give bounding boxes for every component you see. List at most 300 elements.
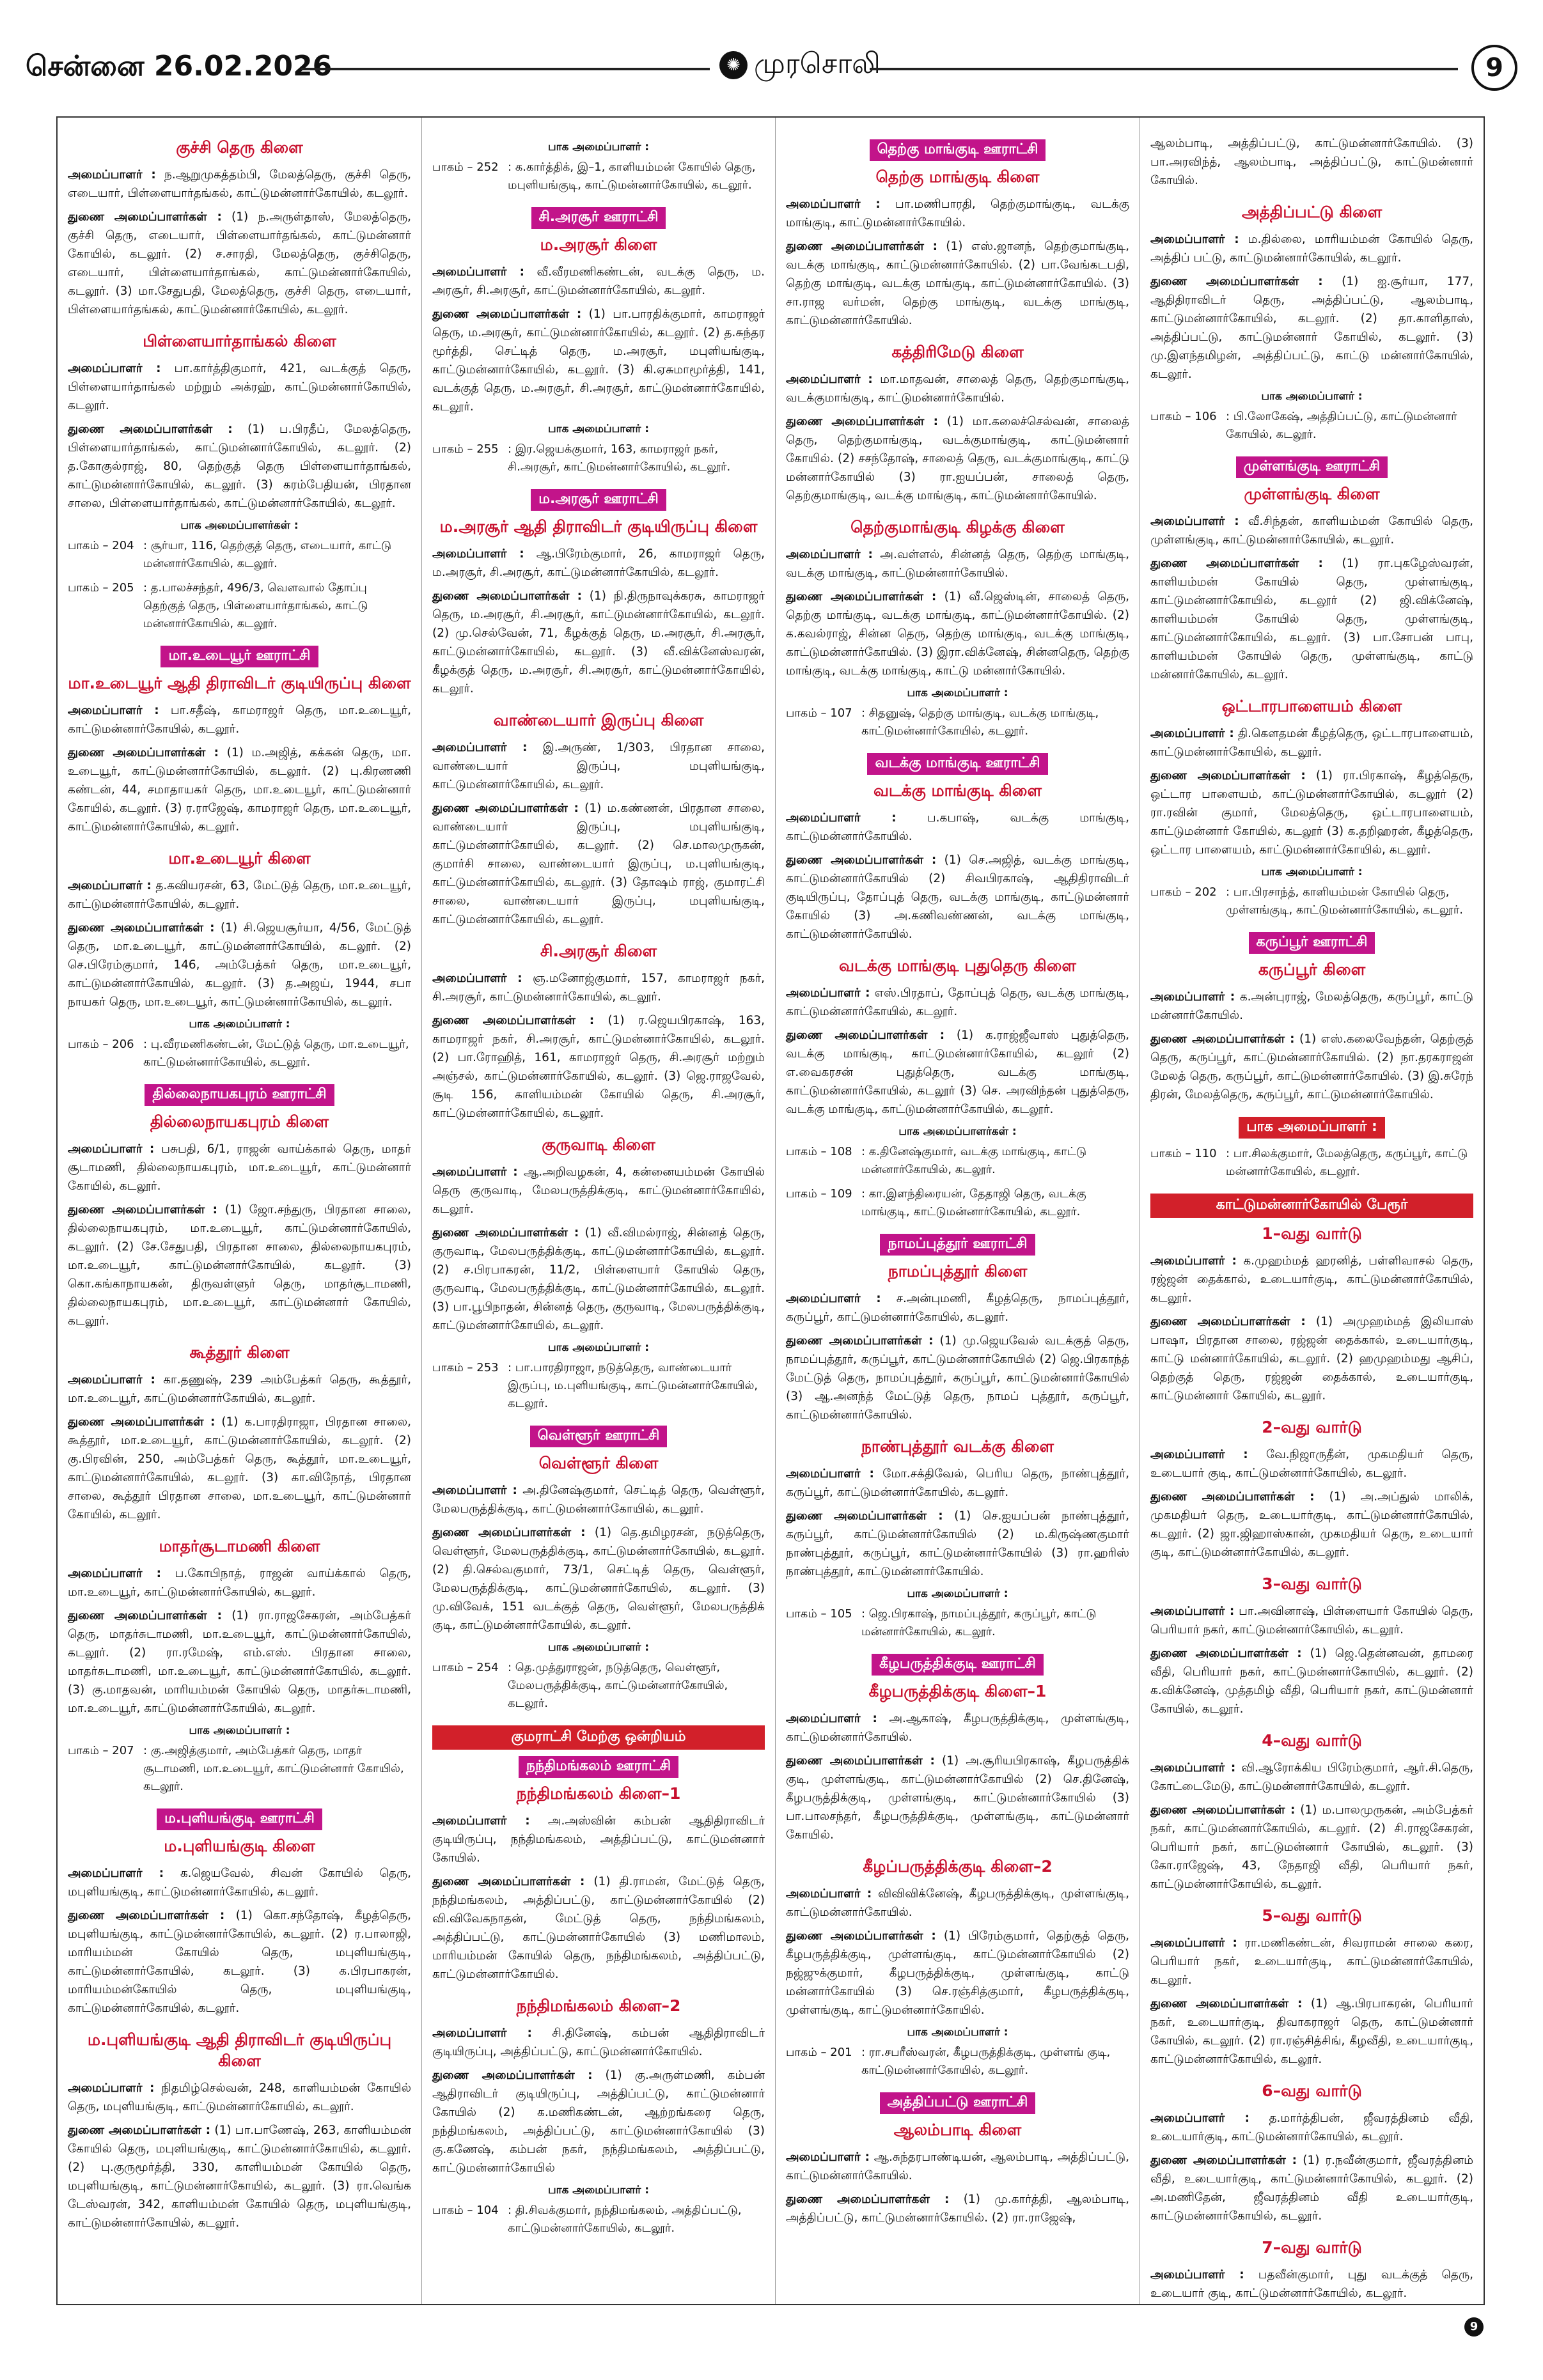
- branch-title: மாதர்சூடாமணி கிளை: [159, 1537, 320, 1555]
- deputy-label: துணை அமைப்பாளர்கள் :: [786, 1029, 945, 1042]
- deputy-text: (1) பிரேம்குமார், தெற்குத் தெரு, கீழபருத்திக்குடி, முள்ளங்குடி, காட்டுமன்னார்கோயில் (2) நஜ்ஜுக்குமார், கீழபருத்திக்குடி, முள்ளங்குடி, காட்டு மன்னார்கோயில் (3) செ.ரஞ்சித்குமார், கீழபருத்திக்குடி, முள்ளங்குடி, காட்டுமன்னார்கோயில்.: [786, 1929, 1129, 2017]
- booth-text: : பு.வீரமணிகண்டன், மேட்டுத் தெரு, மா.உடையூர், காட்டுமன்னார்கோயில், கடலூர்.: [143, 1038, 409, 1069]
- deputy-entry: [1150, 554, 1473, 684]
- organizer-entry: [786, 1289, 1129, 1326]
- deputy-label: துணை அமைப்பாளர்கள் :: [1150, 1997, 1303, 2011]
- booth-row: [432, 1659, 765, 1713]
- organizer-text: தி.கௌதமன் கீழத்தெரு, ஒட்டாரபாளையம், காட்டுமன்னார்கோயில், கடலூர்.: [1150, 727, 1473, 759]
- deputy-label: துணை அமைப்பாளர்கள் :: [786, 1929, 936, 1943]
- organizer-label: அமைப்பாளர் :: [1150, 727, 1234, 740]
- organizer-entry: [68, 166, 411, 203]
- organizer-label: அமைப்பாளர் :: [68, 1567, 162, 1580]
- deputy-text: (1) அ.சூரியபிரகாஷ், கீழபருத்திக் குடி, முள்ளங்குடி, காட்டுமன்னார்கோயில் (2) செ.தினேஷ், கீழபருத்திக்குடி, முள்ளங்குடி, காட்டுமன்னார்கோயில் (3) பா.பாலசந்தர், கீழபருத்திக்குடி, முள்ளங்குடி, காட்டுமன்னார் கோயில்.: [786, 1754, 1129, 1842]
- deputy-text: (1) செ.அஜித், வடக்கு மாங்குடி, காட்டுமன்னார்கோயில் (2) சிவபிரகாஷ், ஆதிதிராவிடர் குடியிருப்பு, தோப்புத் தெரு, வடக்கு மாங்குடி, காட்டுமன்னார் கோயில் (3) அ.கணிவண்ணன், வடக்கு மாங்குடி, காட்டுமன்னார்கோயில்.: [786, 853, 1129, 941]
- booth-heading: பாக அமைப்பாளர் :: [547, 1641, 650, 1654]
- booth-banner: பாக அமைப்பாளர் :: [1239, 1117, 1385, 1139]
- booth-heading: பாக அமைப்பாளர் :: [547, 1341, 650, 1354]
- organizer-entry: [68, 1371, 411, 1408]
- branch-section: [1150, 203, 1473, 444]
- deputy-text: (1) மு.ஜெயவேல் வடக்குத் தெரு, நாமப்புத்தூர், கருப்பூர், காட்டுமன்னார்கோயில் (2) ஜெ.பிரகாந்த் மேட்டுத் தெரு, நாமப்புத்தூர், கருப்பூர், காட்டுமன்னார்கோயில் (3) ஆ.அனந்த் மேட்டுத் தெரு, நாமப் புத்தூர், கருப்பூர், காட்டுமன்னார்கோயில்.: [786, 1334, 1129, 1422]
- deputy-label: துணை அமைப்பாளர்கள் :: [1150, 1032, 1295, 1046]
- booth-heading: பாக அமைப்பாளர் :: [1261, 866, 1363, 878]
- deputy-label: துணை அமைப்பாளர்கள் :: [1150, 275, 1323, 288]
- deputy-entry: [432, 587, 765, 698]
- deputy-entry: [786, 2190, 1129, 2227]
- branch-title: தெற்கு மாங்குடி கிளை: [875, 167, 1040, 186]
- organizer-entry: [1150, 512, 1473, 549]
- organizer-label: அமைப்பாளர் :: [1150, 1605, 1235, 1618]
- branch-section: [432, 489, 765, 698]
- booth-row: [432, 2202, 765, 2237]
- organizer-text: பா.அவினாஷ், பிள்ளையார் கோயில் தெரு, பெரியார் நகர், காட்டுமன்னார்கோயில், கடலூர்.: [1150, 1605, 1473, 1637]
- organizer-label: அமைப்பாளர் :: [68, 1373, 155, 1387]
- organizer-text: த.மார்த்திபன், ஜீவரத்தினம் வீதி, உடையார்குடி, காட்டுமன்னார்கோயில், கடலூர்.: [1150, 2112, 1473, 2143]
- booth-row: [68, 1036, 411, 1071]
- panchayat-banner-wrap: [68, 646, 411, 667]
- deputy-entry: [1150, 2151, 1473, 2225]
- deputy-entry: [432, 305, 765, 416]
- deputy-entry: [68, 743, 411, 836]
- organizer-entry: [68, 2079, 411, 2116]
- deputy-entry: [1150, 1644, 1473, 1718]
- panchayat-banner: தெற்கு மாங்குடி ஊராட்சி: [870, 139, 1046, 161]
- deputy-entry: [68, 919, 411, 1011]
- deputy-text: (1) சி.ஜெயசூர்யா, 4/56, மேட்டுத் தெரு, மா.உடையூர், காட்டுமன்னார்கோயில், கடலூர். (2) செ.பிரேம்குமார், 146, அம்பேத்கர் தெரு, மா.உடையூர், காட்டுமன்னார்கோயில், கடலூர். (3) த.அஜய், 1944, சபா நாயகர் தெரு, மா.உடையூர், காட்டுமன்னார்கோயில், கடலூர்.: [68, 921, 411, 1009]
- booth-row: [432, 159, 765, 194]
- organizer-text: வீ.வீரமணிகண்டன், வடக்கு தெரு, ம. அரசூர், சி.அரசூர், காட்டுமன்னார்கோயில், கடலூர்.: [432, 265, 765, 297]
- branch-section: [1150, 2081, 1473, 2225]
- deputy-entry: [786, 237, 1129, 330]
- organizer-text: ஆ.பிரேம்குமார், 26, காமராஜர் தெரு, ம.அரசூர், சி.அரசூர், காட்டுமன்னார்கோயில், கடலூர்.: [432, 547, 765, 579]
- deputy-label: துணை அமைப்பாளர்கள் :: [68, 2124, 211, 2137]
- organizer-label: அமைப்பாளர் :: [786, 198, 881, 211]
- booth-heading: பாக அமைப்பாளர் :: [547, 2184, 650, 2197]
- organizer-label: அமைப்பாளர் :: [432, 2026, 532, 2040]
- column-4: [1140, 118, 1484, 2304]
- deputy-entry: [786, 412, 1129, 505]
- branch-section: [432, 1426, 765, 1713]
- deputy-label: துணை அமைப்பாளர்கள் :: [786, 1754, 935, 1768]
- branch-title: ஆலம்பாடி கிளை: [893, 2120, 1022, 2139]
- booth-number: பாகம் – 253: [432, 1361, 499, 1374]
- panchayat-banner: ம.அரசூர் ஊராட்சி: [531, 489, 666, 511]
- deputy-label: துணை அமைப்பாளர்கள் :: [432, 307, 582, 321]
- branch-section: [432, 1725, 765, 1984]
- booth-heading: பாக அமைப்பாளர் :: [907, 1587, 1008, 1600]
- page-number-badge: 9: [1471, 45, 1517, 91]
- masthead-rule-right: [870, 68, 1458, 70]
- booth-text: : இர.ஜெயக்குமார், 163, காமராஜர் நகர், சி.அரசூர், காட்டுமன்னார்கோயில், கடலூர்.: [508, 442, 731, 474]
- branch-title: கருப்பூர் கிளை: [1258, 960, 1366, 979]
- organizer-text: க.முஹம்மத் ஹரனித், பள்ளிவாசல் தெரு, ரஜ்ஜன் தைக்கால், உடையார்குடி, காட்டுமன்னார்கோயில், கடலூர்.: [1150, 1254, 1473, 1305]
- panchayat-banner: வெள்ளூர் ஊராட்சி: [530, 1426, 668, 1447]
- organizer-label: அமைப்பாளர் :: [786, 2151, 870, 2164]
- deputy-entry: [786, 1026, 1129, 1119]
- organizer-text: நிதமிழ்செல்வன், 248, காளியம்மன் கோயில் தெரு, மபுளியங்குடி, காட்டுமன்னார்கோயில், கடலூர்.: [68, 2081, 411, 2113]
- organizer-label: அமைப்பாளர் :: [432, 265, 524, 279]
- organizer-entry: [68, 701, 411, 738]
- booth-number: பாகம் – 204: [68, 539, 134, 552]
- panchayat-banner-wrap: [68, 1084, 411, 1106]
- branch-title: வெள்ளூர் கிளை: [538, 1454, 659, 1472]
- booth-number: பாகம் – 201: [786, 2046, 852, 2059]
- organizer-text: ஆ.அறிவழகன், 4, கன்னையம்மன் கோயில் தெரு குருவாடி, மேலபருத்திக்குடி, காட்டுமன்னார்கோயில், கடலூர்.: [432, 1165, 765, 1216]
- organizer-entry: [786, 984, 1129, 1021]
- organizer-text: ச.அன்புமணி, கீழத்தெரு, நாமப்புத்தூர், கருப்பூர், காட்டுமன்னார்கோயில், கடலூர்.: [786, 1292, 1129, 1324]
- booth-row: [68, 537, 411, 573]
- panchayat-banner: நந்திமங்கலம் ஊராட்சி: [519, 1756, 678, 1778]
- branch-title: சி.அரசூர் கிளை: [540, 942, 657, 960]
- panchayat-banner-wrap: [786, 1234, 1129, 1256]
- panchayat-banner-wrap: [1150, 932, 1473, 954]
- booth-row: [1150, 883, 1473, 919]
- booth-number: பாகம் – 255: [432, 442, 499, 456]
- branch-section: [68, 1084, 411, 1330]
- branch-section: [1150, 697, 1473, 919]
- deputy-text: (1) கு.அருள்மணி, கம்பன் ஆதிராவிடர் குடியிருப்பு, அத்திப்பட்டு, காட்டுமன்னார் கோயில் (2) க.மணிகண்டன், ஆற்றங்கரை தெரு, நந்திமங்கலம், அத்திப்பட்டு, காட்டுமன்னார்கோயில் (3) கு.கணேஷ், கம்பன் நகர், நந்திமங்கலம், அத்திப்பட்டு, காட்டுமன்னார்கோயில்: [432, 2069, 765, 2175]
- booth-text: : பி.லோகேஷ், அத்திப்பட்டு, காட்டுமன்னார் கோயில், கடலூர்.: [1226, 410, 1457, 441]
- deputy-entry: [786, 851, 1129, 944]
- organizer-label: அமைப்பாளர் :: [786, 1467, 874, 1481]
- booth-number: பாகம் – 109: [786, 1187, 852, 1201]
- organizer-text: ப.கோபிநாத், ராஜன் வாய்க்கால் தெரு, மா.உடையூர், காட்டுமன்னார்கோயில், கடலூர்.: [68, 1567, 411, 1599]
- branch-section: [1150, 134, 1473, 190]
- branch-section: [432, 711, 765, 929]
- organizer-label: அமைப்பாளர் :: [68, 362, 161, 375]
- branch-title: 4–வது வார்டு: [1262, 1731, 1362, 1750]
- deputy-entry: [1150, 1030, 1473, 1104]
- booth-row: [1150, 1145, 1473, 1181]
- deputy-label: துணை அமைப்பாளர்கள் :: [1150, 1647, 1302, 1660]
- deputy-text: (1) கொ.சந்தோஷ், கீழத்தெரு, மபுளியங்குடி, காட்டுமன்னார்கோயில், கடலூர். (2) ர.பாலாஜி, மாரியம்மன் கோயில் தெரு, மபுளியங்குடி, காட்டுமன்னார்கோயில், கடலூர். (3) க.பிரபாகரன், மாரியம்மன்கோயில் தெரு, மபுளியங்குடி, காட்டுமன்னார்கோயில், கடலூர்.: [68, 1909, 411, 2015]
- branch-section: [1150, 1418, 1473, 1562]
- panchayat-banner: ம.புளியங்குடி ஊராட்சி: [157, 1808, 322, 1830]
- booth-heading: பாக அமைப்பாளர்கள் :: [180, 519, 299, 532]
- branch-title: ம.புளியங்குடி ஆதி திராவிடர் குடியிருப்பு கிளை: [87, 2030, 392, 2070]
- organizer-entry: [1150, 2109, 1473, 2146]
- deputy-entry: [1150, 272, 1473, 384]
- booth-text: : தெ.முத்துராஜன், நடுத்தெரு, வெள்ளூர், மேலபருத்திக்குடி, காட்டுமன்னார்கோயில், கடலூர்.: [508, 1661, 728, 1710]
- panchayat-banner-wrap: [432, 1756, 765, 1778]
- branch-title: வடக்கு மாங்குடி கிளை: [873, 781, 1042, 800]
- organizer-text: ம.தில்லை, மாரியம்மன் கோயில் தெரு, அத்திப் பட்டு, காட்டுமன்னார்கோயில், கடலூர்.: [1150, 233, 1473, 265]
- branch-section: [68, 2030, 411, 2232]
- deputy-text: (1) க.ராஜ்ஜீவாஸ் புதுத்தெரு, வடக்கு மாங்குடி, காட்டுமன்னார்கோயில், கடலூர் (2) எ.வைகரசன் புதுத்தெரு, வடக்கு மாங்குடி, காட்டுமன்னார்கோயில், கடலூர் (3) செ. அரவிந்தன் புதுத்தெரு, வடக்கு மாங்குடி, காட்டுமன்னார்கோயில், கடலூர்.: [786, 1029, 1129, 1116]
- organizer-text: ந.ஆறுமுகத்தம்பி, மேலத்தெரு, குச்சி தெரு, எடையார், பிள்ளையார்தங்கல், காட்டுமன்னார்கோயில், கடலூர்.: [68, 168, 412, 200]
- organizer-label: அமைப்பாளர் :: [432, 1165, 518, 1179]
- deputy-entry: [68, 1906, 411, 2018]
- organizer-text: பசுபதி, 6/1, ராஜன் வாய்க்கால் தெரு, மாதர் சூடாமணி, தில்லைநாயகபுரம், மா.உடையூர், காட்டுமன்னார் கோயில், கடலூர்.: [68, 1142, 411, 1193]
- booth-row: [786, 1143, 1129, 1179]
- deputy-text: (1) ரா.பிரகாஷ், கீழத்தெரு, ஒட்டார பாளையம், காட்டுமன்னார்கோயில், கடலூர் (2) ரா.ரவின் குமார், மேலத்தெரு, ஒட்டாரபாளையம், காட்டுமன்னார் கோயில், கடலூர் (3) க.தறிஹரன், கீழத்தெரு, ஒட்டார பாளையம், காட்டுமன்னார்கோயில், கடலூர்.: [1150, 769, 1473, 857]
- organizer-text: க.ஜெயவேல், சிவன் கோயில் தெரு, மபுளியங்குடி, காட்டுமன்னார்கோயில், கடலூர்.: [68, 1867, 411, 1899]
- deputy-entry: [1150, 1995, 1473, 2069]
- booth-text: : பா.சிலக்குமார், மேலத்தெரு, கருப்பூர், காட்டு மன்னார்கோயில், கடலூர்.: [1226, 1147, 1468, 1178]
- organizer-entry: [786, 545, 1129, 582]
- organizer-text: த.கவியரசன், 63, மேட்டுத் தெரு, மா.உடையூர், காட்டுமன்னார்கோயில், கடலூர்.: [68, 879, 411, 911]
- deputy-entry: [68, 420, 411, 513]
- organizer-label: அமைப்பாளர் :: [786, 1292, 881, 1305]
- organizer-text: ரா.மணிகண்டன், சிவராமன் சாலை கரை, பெரியார் நகர், உடையார்குடி, காட்டுமன்னார்கோயில், கடலூர்.: [1150, 1936, 1473, 1987]
- deputy-label: துணை அமைப்பாளர்கள் :: [1150, 557, 1323, 570]
- deputy-entry: [432, 1523, 765, 1635]
- deputy-entry: [1150, 1801, 1473, 1894]
- organizer-entry: [1150, 1759, 1473, 1796]
- organizer-text: அ.தினேஷ்குமார், செட்டித் தெரு, வெள்ளூர், மேலபருத்திக்குடி, காட்டுமன்னார்கோயில், கடலூர்.: [432, 1484, 765, 1516]
- organizer-entry: [786, 2148, 1129, 2185]
- organizer-text: வே.நிஜாருதீன், முகமதியர் தெரு, உடையார் குடி, காட்டுமன்னார்கோயில், கடலூர்.: [1150, 1448, 1473, 1480]
- organizer-entry: [68, 876, 411, 914]
- organizer-entry: [786, 809, 1129, 846]
- organizer-label: அமைப்பாளர் :: [786, 811, 897, 825]
- booth-row: [786, 704, 1129, 740]
- branch-title: தெற்குமாங்குடி கிழக்கு கிளை: [850, 518, 1065, 536]
- booth-heading: பாக அமைப்பாளர் :: [547, 423, 650, 435]
- organizer-label: அமைப்பாளர் :: [1150, 1254, 1237, 1268]
- branch-section: [786, 1654, 1129, 1844]
- branch-title: 6–வது வார்டு: [1262, 2081, 1362, 2100]
- deputy-label: துணை அமைப்பாளர்கள் :: [1150, 1490, 1315, 1504]
- branch-title: 5–வது வார்டு: [1262, 1906, 1362, 1925]
- organizer-text: வீ.சிந்தன், காளியம்மன் கோயில் தெரு, முள்ளங்குடி, காட்டுமன்னார்கோயில், கடலூர்.: [1150, 515, 1474, 547]
- deputy-text: (1) வீ.விமல்ராஜ், சின்னத் தெரு, குருவாடி, மேலபருத்திக்குடி, காட்டுமன்னார்கோயில், கடலூர். (2) ச.பிரபாகரன், 11/2, பிள்ளையார் கோயில் தெரு, குருவாடி, மேலபருத்திக்குடி, காட்டுமன்னார்கோயில், கடலூர். (3) பா.பூபிநாதன், சின்னத் தெரு, குருவாடி, மேலபருத்திக்குடி, காட்டுமன்னார்கோயில், கடலூர்.: [432, 1226, 765, 1332]
- booth-row: [68, 579, 411, 633]
- organizer-entry: [786, 1709, 1129, 1746]
- booth-row: [1150, 408, 1473, 444]
- panchayat-banner-wrap: [786, 1654, 1129, 1676]
- organizer-label: அமைப்பாளர் :: [432, 1814, 530, 1828]
- branch-section: [786, 1234, 1129, 1424]
- branch-title: நந்திமங்கலம் கிளை–2: [516, 1996, 681, 2015]
- deputy-entry: [1150, 766, 1473, 859]
- organizer-label: அமைப்பாளர் :: [68, 879, 152, 892]
- column-1: [58, 118, 422, 2304]
- branch-section: [786, 753, 1129, 944]
- branch-title: முள்ளங்குடி கிளை: [1244, 485, 1380, 503]
- booth-number: பாகம் – 252: [432, 160, 499, 174]
- organizer-label: அமைப்பாளர் :: [432, 741, 528, 754]
- booth-text: : தி.சிவக்குமார், நந்திமங்கலம், அத்திப்பட்டு, காட்டுமன்னார்கோயில், கடலூர்.: [508, 2204, 742, 2235]
- deputy-text: (1) எஸ்.கலைவேந்தன், தெற்குத் தெரு, கருப்பூர், காட்டுமன்னார்கோயில். (2) நா.தரகராஜன் மேலத் தெரு, கருப்பூர், காட்டுமன்னார்கோயில். (3) இ.சுரேந் திரன், மேலத்தெரு, கருப்பூர், காட்டுமன்னார்கோயில்.: [1150, 1032, 1473, 1101]
- booth-heading: பாக அமைப்பாளர் :: [907, 2026, 1008, 2039]
- organizer-entry: [1150, 988, 1473, 1025]
- branch-section: [432, 1135, 765, 1413]
- booth-row: [786, 2044, 1129, 2080]
- deputy-label: துணை அமைப்பாளர்கள் :: [786, 590, 937, 603]
- branch-section: [68, 1537, 411, 1796]
- organizer-entry: [1150, 230, 1473, 267]
- deputy-label: துணை அமைப்பாளர்கள் :: [786, 415, 939, 428]
- branch-title: 3–வது வார்டு: [1262, 1575, 1362, 1593]
- organizer-entry: [786, 195, 1129, 232]
- branch-section: [68, 1808, 411, 2018]
- branch-title: தில்லைநாயகபுரம் கிளை: [150, 1112, 329, 1131]
- organizer-label: அமைப்பாளர் :: [1150, 1761, 1236, 1775]
- deputy-text: (1) அமுஹம்மத் இலியாஸ் பாஷா, பிரதான சாலை, ரஜ்ஜன் தைக்கால், உடையார்குடி, காட்டு மன்னார்கோயில், கடலூர். (2) ஹமுஹம்மது ஆசிப், தெற்குத் தெரு, ரஜ்ஜன் தைக்கால், உடையார்குடி, காட்டுமன்னார் கோயில், கடலூர்.: [1150, 1315, 1473, 1403]
- deputy-entry: [1150, 1488, 1473, 1562]
- organizer-label: அமைப்பாளர் :: [68, 2081, 155, 2095]
- panchayat-banner-wrap: [786, 2092, 1129, 2114]
- organizer-label: அமைப்பாளர் :: [1150, 2268, 1244, 2282]
- organizer-entry: [786, 1885, 1129, 1922]
- organizer-label: அமைப்பாளர் :: [1150, 515, 1239, 528]
- deputy-label: துணை அமைப்பாளர்கள் :: [68, 1415, 215, 1429]
- union-banner: குமராட்சி மேற்கு ஒன்றியம்: [432, 1725, 765, 1750]
- edition-date: சென்னை 26.02.2026: [26, 50, 333, 82]
- deputy-entry: [68, 208, 411, 319]
- branch-title: வடக்கு மாங்குடி புதுதெரு கிளை: [839, 956, 1076, 975]
- deputy-label: துணை அமைப்பாளர்கள் :: [68, 921, 215, 935]
- panchayat-banner: சி.அரசூர் ஊராட்சி: [531, 207, 666, 229]
- deputy-label: துணை அமைப்பாளர்கள் :: [1150, 2154, 1297, 2167]
- deputy-label: துணை அமைப்பாளர்கள் :: [432, 1875, 585, 1888]
- branch-title: ஒட்டாரபாளையம் கிளை: [1221, 697, 1402, 715]
- organizer-label: அமைப்பாளர் :: [432, 547, 524, 561]
- organizer-entry: [432, 2024, 765, 2061]
- organizer-label: அமைப்பாளர் :: [432, 1484, 517, 1497]
- deputy-text: (1) அ.அப்துல் மாலிக், முகமதியர் தெரு, உடையார்குடி, காட்டுமன்னார்கோயில், கடலூர். (2) ஜா.ஜிஹாஸ்கான், முகமதியர் தெரு, உடையார் குடி, காட்டுமன்னார்கோயில், கடலூர்.: [1150, 1490, 1473, 1559]
- branch-section: [68, 849, 411, 1071]
- branch-section: [1150, 1117, 1473, 1181]
- organizer-text: பதவீன்குமார், புது வடக்குத் தெரு, உடையார் குடி, காட்டுமன்னார்கோயில், கடலூர்.: [1150, 2268, 1473, 2300]
- organizer-text: அ.வள்ளல், சின்னத் தெரு, தெற்கு மாங்குடி, வடக்கு மாங்குடி, காட்டுமன்னார்கோயில்.: [786, 548, 1129, 580]
- column-3: [776, 118, 1140, 2304]
- organizer-text: ஆ.சுந்தரபாண்டியன், ஆலம்பாடி, அத்திப்பட்டு, காட்டுமன்னார்கோயில்.: [786, 2151, 1129, 2182]
- deputy-entry: [432, 2066, 765, 2177]
- masthead-logo: [719, 47, 881, 84]
- booth-number: பாகம் – 110: [1150, 1147, 1217, 1160]
- deputy-entry: [68, 2121, 411, 2232]
- union-banner: காட்டுமன்னார்கோயில் பேரூர்: [1150, 1194, 1473, 1218]
- organizer-entry: [1150, 724, 1473, 761]
- branch-title: மா.உடையூர் கிளை: [168, 849, 311, 867]
- organizer-entry: [432, 1812, 765, 1867]
- deputy-label: துணை அமைப்பாளர்கள் :: [432, 1526, 586, 1539]
- branch-section: [786, 518, 1129, 740]
- branch-section: [786, 343, 1129, 505]
- panchayat-banner: தில்லைநாயகபுரம் ஊராட்சி: [145, 1084, 334, 1106]
- organizer-text: ஞ.மனோஜ்குமார், 157, காமராஜர் நகர், சி.அரசூர், காட்டுமன்னார்கோயில், கடலூர்.: [432, 972, 765, 1004]
- branch-title: பிள்ளையார்தாங்கல் கிளை: [143, 332, 336, 350]
- booth-heading: பாக அமைப்பாளர் :: [547, 141, 650, 153]
- deputy-text: (1) க.பாரதிராஜா, பிரதான சாலை, கூத்தூர், மா.உடையூர், காட்டுமன்னார்கோயில், கடலூர். (2) கு.பிரவின், 250, அம்பேத்கர் தெரு, கூத்தூர், மா.உடையூர், காட்டுமன்னார்கோயில், கடலூர். (3) கா.விநோத், பிரதான சாலை, கூத்தூர் பிரதான சாலை, மா.உடையூர், காட்டுமன்னார் கோயில், கடலூர்.: [68, 1415, 411, 1521]
- deputy-label: துணை அமைப்பாளர்கள் :: [68, 1909, 225, 1922]
- booth-number: பாகம் – 207: [68, 1744, 134, 1757]
- booth-number: பாகம் – 105: [786, 1607, 852, 1621]
- organizer-text: மா.மாதவன், சாலைத் தெரு, தெற்குமாங்குடி, வடக்குமாங்குடி, காட்டுமன்னார்கோயில்.: [786, 373, 1129, 405]
- branch-section: [786, 1857, 1129, 2080]
- booth-text: : கா.இளந்திரையன், தேதாஜி தெரு, வடக்கு மாங்குடி, காட்டுமன்னார்கோயில், கடலூர்.: [861, 1187, 1086, 1218]
- panchayat-banner: முள்ளங்குடி ஊராட்சி: [1236, 456, 1388, 478]
- organizer-entry: [68, 359, 411, 415]
- branch-section: [1150, 1906, 1473, 2069]
- panchayat-banner-wrap: [432, 489, 765, 511]
- branch-title: கூத்தூர் கிளை: [189, 1343, 290, 1362]
- deputy-label: துணை அமைப்பாளர்கள் :: [786, 240, 938, 253]
- deputy-text: (1) ர.ஜெயபிரகாஷ், 163, காமராஜர் நகர், சி.அரசூர், காட்டுமன்னார்கோயில், கடலூர். (2) பா.ரோஹித், 161, காமராஜர் தெரு, சி.அரசூர் மற்றும் அஞ்சல், காட்டுமன்னார்கோயில், கடலூர். (3) ஜெ.ராஜவேல், சூடி 156, காளியம்மன் கோயில் தெரு, சி.அரசூர், காட்டுமன்னார்கோயில், கடலூர்.: [432, 1014, 765, 1120]
- booth-row: [432, 440, 765, 476]
- organizer-entry: [1150, 2266, 1473, 2303]
- organizer-entry: [1150, 1445, 1473, 1482]
- branch-section: [432, 207, 765, 476]
- deputy-text: (1) ஜோ.சந்துரு, பிரதான சாலை, தில்லைநாயகபுரம், மா.உடையூர், காட்டுமன்னார்கோயில், கடலூர். (2) சே.சேதுபதி, பிரதான சாலை, தில்லைநாயகபுரம், மா.உடையூர், காட்டுமன்னார்கோயில், கடலூர். (3) கொ.கங்காநாயகன், திருவள்ளுர் தெரு, மாதர்சூடாமணி, தில்லைநாயகபுரம், மா.உடையூர், காட்டுமன்னார் கோயில், கடலூர்.: [68, 1203, 411, 1328]
- logo-text: முரசொலி: [754, 47, 881, 80]
- branch-section: [1150, 932, 1473, 1104]
- deputy-entry: [432, 1224, 765, 1335]
- branch-section: [786, 1437, 1129, 1641]
- panchayat-banner: நாமப்புத்தூர் ஊராட்சி: [880, 1234, 1035, 1256]
- footer-page-number: 9: [1464, 2317, 1484, 2337]
- deputy-text: (1) எஸ்.ஜானந், தெற்குமாங்குடி, வடக்கு மாங்குடி, காட்டுமன்னார்கோயில். (2) பா.வேங்கடபதி, தெற்கு மாங்குடி, வடக்கு மாங்குடி, காட்டுமன்னார்கோயில். (3) சா.ராஜ வர்மன், தெற்கு மாங்குடி, வடக்கு மாங்குடி, காட்டுமன்னார்கோயில்.: [786, 240, 1129, 327]
- booth-number: பாகம் – 205: [68, 581, 134, 595]
- organizer-label: அமைப்பாளர் :: [786, 986, 870, 1000]
- booth-row: [786, 1185, 1129, 1221]
- deputy-text: (1) தெ.தமிழரசன், நடுத்தெரு, வெள்ளூர், மேலபருத்திக்குடி, காட்டுமன்னார்கோயில், கடலூர். (2) தி.செல்வகுமார், 73/1, செட்டித் தெரு, வெள்ளூர், மேலபருத்திக்குடி, காட்டுமன்னார்கோயில், கடலூர். (3) மு.விவேக், 151 வடக்குத் தெரு, வெள்ளூர், மேலபருத்திக் குடி, காட்டுமன்னார்கோயில், கடலூர்.: [432, 1526, 765, 1632]
- branch-title: நந்திமங்கலம் கிளை–1: [516, 1784, 681, 1803]
- deputy-label: துணை அமைப்பாளர்கள் :: [1150, 1315, 1306, 1328]
- deputy-text: (1) ரா.ராஜசேகரன், அம்பேத்கர் தெரு, மாதர்சுடாமணி, மா.உடையூர், காட்டுமன்னார்கோயில், கடலூர். (2) ரா.ரமேஷ், எம்.எஸ். பிரதான சாலை, மாதர்சுடாமணி, மா.உடையூர், காட்டுமன்னார்கோயில், கடலூர். (3) கு.மாதவன், மாரியம்மன் கோயில் தெரு, மாதர்சுடாமணி, மா.உடையூர், காட்டுமன்னார்கோயில், கடலூர்.: [68, 1609, 411, 1715]
- deputy-entry: [786, 1752, 1129, 1844]
- organizer-text: இ.அருண், 1/303, பிரதான சாலை, வாண்டையார் இருப்பு, மபுளியங்குடி, காட்டுமன்னார்கோயில், கடலூர்.: [432, 741, 765, 791]
- deputy-text: (1) பா.பாணேஷ், 263, காளியம்மன் கோயில் தெரு, மபுளியங்குடி, காட்டுமன்னார்கோயில், கடலூர். (2) பு.குருமூர்த்தி, 330, காளியம்மன் கோயில் தெரு, மபுளியங்குடி, காட்டுமன்னார்கோயில், கடலூர். (3) ரா.வெங்க டேஸ்வரன், 342, காளியம்மன் கோயில் தெரு, மபுளியங்குடி, காட்டுமன்னார்கோயில், கடலூர்.: [68, 2124, 411, 2230]
- booth-text: : சிதனுஷ், தெற்கு மாங்குடி, வடக்கு மாங்குடி, காட்டுமன்னார்கோயில், கடலூர்.: [861, 706, 1099, 738]
- branch-title: மா.உடையூர் ஆதி திராவிடர் குடியிருப்பு கிளை: [68, 674, 411, 692]
- deputy-entry: [432, 1011, 765, 1123]
- emblem-icon: ✺: [719, 51, 748, 79]
- branch-title: நாண்புத்தூர் வடக்கு கிளை: [861, 1437, 1054, 1456]
- organizer-text: சி.தினேஷ், கம்பன் ஆதிதிராவிடர் குடியிருப்பு, அத்திப்பட்டு, காட்டுமன்னார்கோயில்.: [432, 2026, 765, 2058]
- booth-number: பாகம் – 254: [432, 1661, 499, 1674]
- deputy-entry: [786, 1507, 1129, 1581]
- organizer-entry: [68, 1140, 411, 1195]
- deputy-label: துணை அமைப்பாளர்கள் :: [1150, 1803, 1296, 1817]
- branch-title: ம.புளியங்குடி கிளை: [164, 1837, 315, 1855]
- deputy-text: (1) ர.நவீன்குமார், ஜீவரத்தினம் வீதி, உடையார்குடி, காட்டுமன்னார்கோயில், கடலூர். (2) அ.மணிதேன், ஜீவரத்தினம் வீதி உடையார்குடி, காட்டுமன்னார்கோயில், கடலூர்.: [1150, 2154, 1473, 2223]
- booth-number: பாகம் – 108: [786, 1145, 852, 1158]
- branch-section: [786, 139, 1129, 330]
- organizer-entry: [432, 263, 765, 300]
- panchayat-banner-wrap: [68, 1808, 411, 1830]
- organizer-label: அமைப்பாளர் :: [1150, 1448, 1248, 1461]
- deputy-text: (1) வீ.ஜெஸ்டின், சாலைத் தெரு, தெற்கு மாங்குடி, வடக்கு மாங்குடி, காட்டுமன்னார்கோயில். (2) க.கவல்ராஜ், சின்ன தெரு, தெற்கு மாங்குடி, வடக்கு மாங்குடி, காட்டுமன்னார்கோயில். (3) இரா.விக்னேஷ், சின்னதெரு, தெற்கு மாங்குடி, வடக்கு மாங்குடி, காட்டு மன்னார்கோயில்.: [786, 590, 1129, 678]
- organizer-label: அமைப்பாளர் :: [786, 373, 873, 386]
- deputy-text: (1) பா.பாரதிக்குமார், காமராஜர் தெரு, ம.அரசூர், காட்டுமன்னார்கோயில், கடலூர். (2) த.சுந்தர மூர்த்தி, செட்டித் தெரு, ம.அரசூர், மபுளியங்குடி, காட்டுமன்னார்கோயில், கடலூர். (3) கி.ஏசுமாமூர்த்தி, 141, வடக்குத் தெரு, ம.அரசூர், சி.அரசூர், காட்டுமன்னார்கோயில், கடலூர்.: [432, 307, 765, 414]
- deputy-text: (1) நி.திருநாவுக்கரசு, காமராஜர் தெரு, ம.அரசூர், சி.அரசூர், காட்டுமன்னார்கோயில், கடலூர். (2) மு.செல்வேன், 71, கீழக்குத் தெரு, ம.அரசூர், சி.அரசூர், காட்டுமன்னார்கோயில், கடலூர். (3) வீ.விக்னேஸ்வரன், கீழக்குத் தெரு, ம.அரசூர், சி.அரசூர், காட்டுமன்னார்கோயில், கடலூர்.: [432, 589, 765, 696]
- booth-row: [432, 1359, 765, 1413]
- branch-title: 2–வது வார்டு: [1262, 1418, 1362, 1436]
- deputy-entry: [68, 1413, 411, 1524]
- branch-title: ம.அரசூர் ஆதி திராவிடர் குடியிருப்பு கிளை: [439, 517, 758, 536]
- deputy-text: (1) ஆ.பிரபாகரன், பெரியார் நகர், உடையார்குடி, திவாகராஜர் தெரு, காட்டுமன்னார் கோயில், கடலூர். (2) ரா.ரஞ்சித்சிங், கீழவீதி, உடையார்குடி, காட்டுமன்னார்கோயில், கடலூர்.: [1150, 1997, 1473, 2066]
- booth-text: : த.பாலச்சந்தர், 496/3, வெளவால் தோப்பு தெற்குத் தெரு, பிள்ளையார்தாங்கல், காட்டு மன்னார்கோயில், கடலூர்.: [143, 581, 368, 630]
- deputy-text: (1) மு.கார்த்தி, ஆலம்பாடி, அத்திப்பட்டு, காட்டுமன்னார்கோயில். (2) ரா.ராஜேஷ்,: [786, 2193, 1129, 2225]
- organizer-entry: [68, 1564, 411, 1601]
- deputy-label: துணை அமைப்பாளர்கள் :: [786, 1509, 943, 1523]
- deputy-entry: [68, 1201, 411, 1330]
- branch-title: குச்சி தெரு கிளை: [176, 138, 303, 157]
- branch-section: [786, 2092, 1129, 2227]
- deputy-text: (1) தி.ராமன், மேட்டுத் தெரு, நந்திமங்கலம், அத்திப்பட்டு, காட்டுமன்னார்கோயில் (2) வி.விவேகநாதன், மேட்டுத் தெரு, நந்திமங்கலம், அத்திப்பட்டு, காட்டுமன்னார்கோயில் (3) மணிமாலம், மாரியம்மன் கோயில் தெரு, நந்திமங்கலம், அத்திப்பட்டு, காட்டுமன்னார்கோயில்.: [432, 1875, 765, 1981]
- branch-section: [68, 138, 411, 319]
- branch-title: கீழப்பருத்திக்குடி கிளை–2: [863, 1857, 1053, 1876]
- booth-text: : கு.அஜித்குமார், அம்பேத்கர் தெரு, மாதர் சூடாமணி, மா.உடையூர், காட்டுமன்னார் கோயில், கடலூர்.: [143, 1744, 404, 1793]
- organizer-entry: [786, 370, 1129, 407]
- deputy-label: துணை அமைப்பாளர்கள் :: [68, 746, 219, 759]
- deputy-label: துணை அமைப்பாளர்கள் :: [432, 589, 583, 603]
- deputy-entry: [68, 1606, 411, 1718]
- branch-section: [786, 956, 1129, 1221]
- deputy-text: (1) ஐ.சூர்யா, 177, ஆதிதிராவிடர் தெரு, அத்திப்பட்டு, ஆலம்பாடி, காட்டுமன்னார்கோயில், கடலூர். (2) தா.காளிதாஸ், அத்திப்பட்டு, காட்டுமன்னார் கோயில், கடலூர். (3) மு.இளந்தமிழன், அத்திப்பட்டு, காட்டு மன்னார்கோயில், கடலூர்.: [1150, 275, 1473, 381]
